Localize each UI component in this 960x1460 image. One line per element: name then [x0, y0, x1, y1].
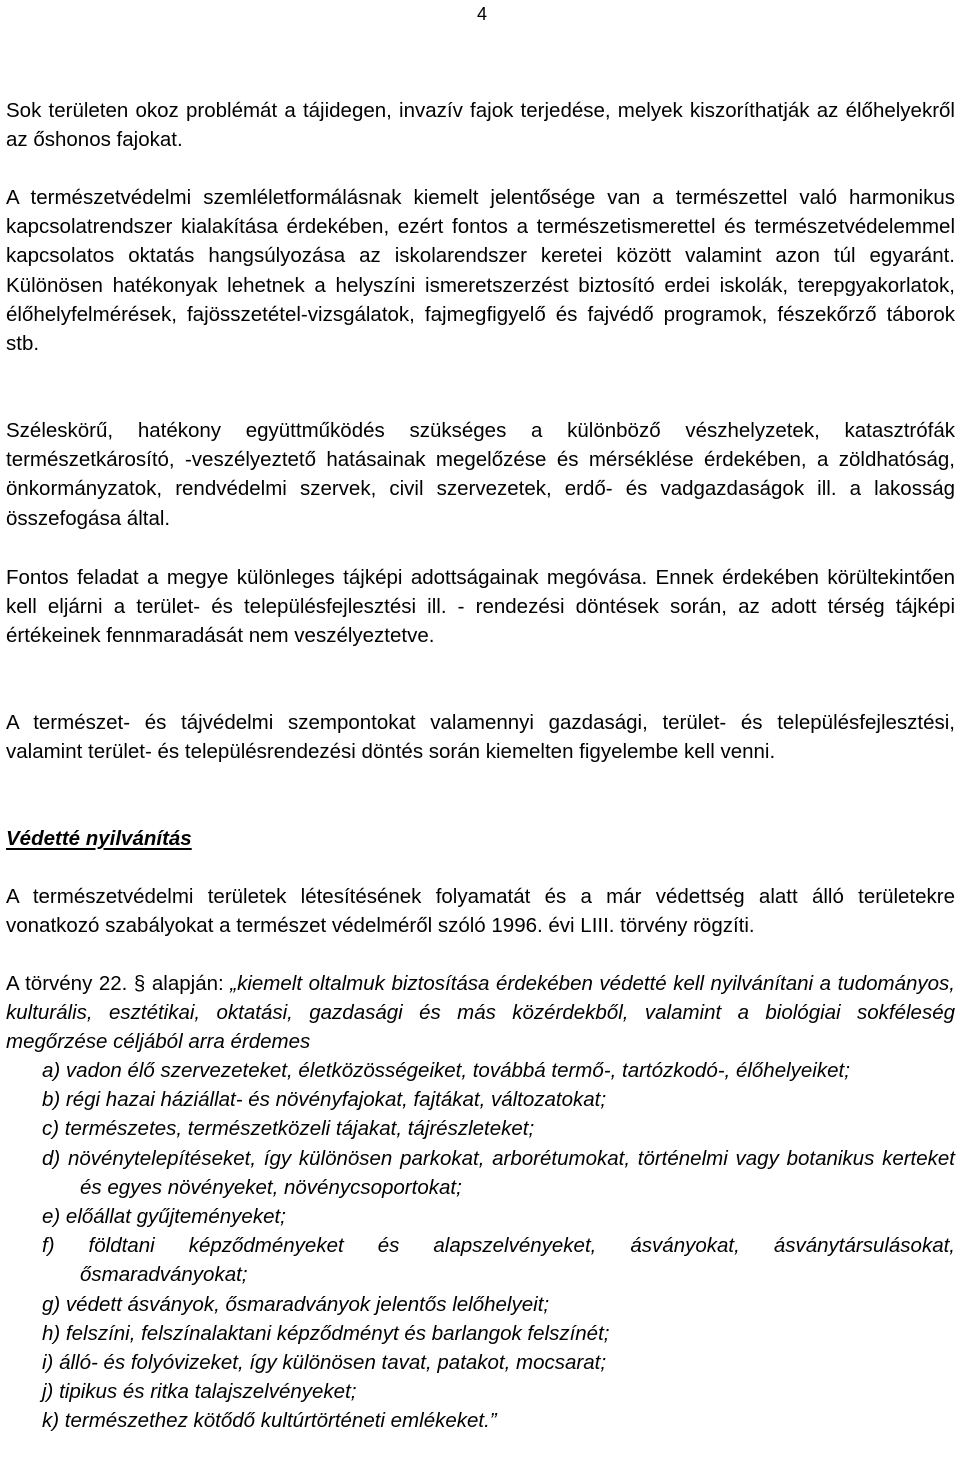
list-item: b) régi hazai háziállat- és növényfajokat, fajtákat, változatokat; — [42, 1088, 607, 1112]
list-item: g) védett ásványok, ősmaradványok jelentős lelőhelyeit; — [42, 1292, 550, 1316]
paragraph-considerations: A természet- és tájvédelmi szempontokat valamennyi gazdasági, terület- és településfejlesztési, valamint terület- és településrendezési döntés során kiemelten figyelembe kell venni. — [6, 711, 955, 764]
paragraph-legislation: A természetvédelmi területek létesítésének folyamatát és a már védettség alatt álló területekre vonatkozó szabályokat a természet védelméről szóló 1996. évi LIII. törvény rögzíti. — [6, 885, 955, 938]
list-item: d) növénytelepítéseket, így különösen parkokat, arborétumokat, történelmi vagy botanikus kerteket és egyes növényeket, növénycsoportokat; — [42, 1146, 955, 1199]
paragraph-law-quote — [6, 969, 955, 1057]
list-item: e) előállat gyűjteményeket; — [42, 1205, 286, 1229]
law-quote-intro: A törvény 22. § alapján: — [6, 972, 231, 995]
paragraph-landscape: Fontos feladat a megye különleges tájképi adottságainak megóvása. Ennek érdekében körültekintően kell eljárni a terület- és településfejlesztési ill. - rendezési döntések során, az adott térség tájképi értékeinek fennmaradását nem veszélyeztetve. — [6, 566, 955, 648]
paragraph-invasive-species: Sok területen okoz problémát a tájidegen, invazív fajok terjedése, melyek kiszoríthatják az élőhelyekről az őshonos fajokat. — [6, 99, 955, 152]
list-item: h) felszíni, felszínalaktani képződményt és barlangok felszínét; — [42, 1321, 610, 1345]
list-item: a) vadon élő szervezeteket, életközösségeiket, továbbá termő-, tartózkodó-, élőhelyeiket; — [42, 1059, 850, 1082]
law-quote-text: „kiemelt oltalmuk biztosítása érdekében védetté kell nyilvánítani a tudományos, kulturális, esztétikai, oktatási, gazdasági és más közérdekből, valamint a biológiai sokféleség megőrzése céljából arra érdemes — [6, 972, 955, 1054]
list-item: f) földtani képződményeket és alapszelvényeket, ásványokat, ásványtársulásokat, ősmaradványokat; — [42, 1234, 955, 1287]
protected-items-list — [6, 1056, 955, 1436]
list-item: c) természetes, természetközeli tájakat, tájrészleteket; — [42, 1117, 535, 1141]
list-item: k) természethez kötődő kultúrtörténeti emlékeket.” — [42, 1409, 497, 1433]
paragraph-education: A természetvédelmi szemléletformálásnak kiemelt jelentősége van a természettel való harmonikus kapcsolatrendszer kialakítása érdekében, ezért fontos a természetismerettel és természetvédelemmel kapcsolatos oktatás hangsúlyozása az iskolarendszer keretei között valamint azon túl egyaránt. Különösen hatékonyak lehetnek a helyszíni ismeretszerzést biztosító erdei iskolák, terepgyakorlatok, élőhelyfelmérések, fajösszetétel-vizsgálatok, fajmegfigyelő és fajvédő programok, fészekőrző táborok stb. — [6, 186, 955, 356]
list-item: j) tipikus és ritka talajszelvényeket; — [42, 1380, 357, 1404]
list-item: i) álló- és folyóvizeket, így különösen tavat, patakot, mocsarat; — [42, 1351, 607, 1375]
page-number: 4 — [476, 4, 487, 24]
paragraph-cooperation: Széleskörű, hatékony együttműködés szükséges a különböző vészhelyzetek, katasztrófák természetkárosító, -veszélyeztető hatásainak megelőzése és mérséklése érdekében, a zöldhatóság, önkormányzatok, rendvédelmi szervek, civil szervezetek, erdő- és vadgazdaságok ill. a lakosság összefogása által. — [6, 419, 955, 530]
section-heading: Védetté nyilvánítás — [6, 827, 192, 850]
